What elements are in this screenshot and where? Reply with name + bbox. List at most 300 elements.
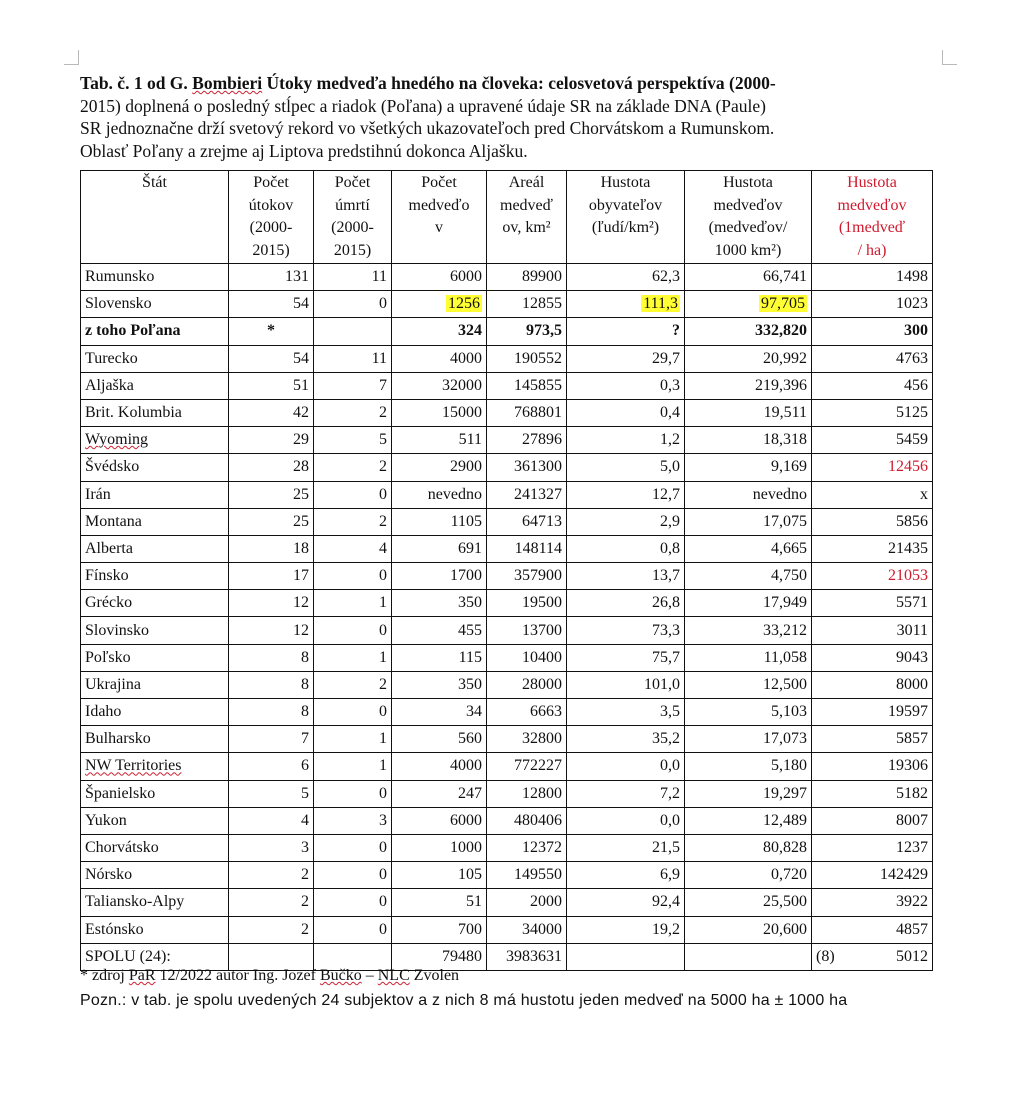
cell-value: Alberta xyxy=(85,539,133,557)
cell-value: Estónsko xyxy=(85,920,144,938)
table-cell xyxy=(567,399,685,426)
table-row xyxy=(81,372,933,399)
table-cell xyxy=(392,318,487,345)
row-label xyxy=(81,454,229,481)
cell-value: 8 xyxy=(301,648,309,666)
cell-value: 19306 xyxy=(888,757,928,775)
cell-value: 2 xyxy=(301,920,309,938)
cell-value: 15000 xyxy=(442,404,482,422)
column-header-line: v xyxy=(435,219,443,236)
caption-line-3: SR jednoznačne drží svetový rekord vo všetkých ukazovateľoch pred Chorvátskom a Rumunskom. xyxy=(80,118,775,138)
cell-value: 0 xyxy=(379,920,387,938)
cell-value: 12,7 xyxy=(652,485,680,503)
column-header-line: medveďov xyxy=(713,196,783,214)
source-note xyxy=(80,967,459,985)
column-header-line: obyvateľov xyxy=(588,196,663,214)
cell-value: 12456 xyxy=(888,458,928,476)
cell-value: 105 xyxy=(458,866,482,884)
cell-value: 7 xyxy=(379,376,387,394)
table-cell xyxy=(487,372,567,399)
table-cell xyxy=(685,699,812,726)
cell-value: 3011 xyxy=(896,621,928,639)
table-cell xyxy=(685,780,812,807)
table-cell xyxy=(314,563,392,590)
table-cell xyxy=(392,508,487,535)
cell-value: Slovensko xyxy=(85,295,152,313)
cell-value: 92,4 xyxy=(652,893,680,911)
table-cell xyxy=(567,372,685,399)
table-cell xyxy=(487,508,567,535)
cell-value: Rumunsko xyxy=(85,268,155,286)
column-header-line: Areál xyxy=(508,174,545,191)
cell-value: 332,820 xyxy=(755,322,807,340)
cell-value: 11,058 xyxy=(763,648,807,666)
table-cell xyxy=(812,780,933,807)
column-header-line: Počet xyxy=(253,174,289,191)
cell-value: 35,2 xyxy=(652,730,680,748)
column-header-line: (1medveď xyxy=(838,219,906,236)
table-cell xyxy=(229,671,314,698)
cell-value: Idaho xyxy=(85,703,122,721)
table-cell xyxy=(229,726,314,753)
table-row xyxy=(81,318,933,345)
cell-value: 0 xyxy=(379,784,387,802)
table-cell xyxy=(314,807,392,834)
table-row xyxy=(81,563,933,590)
cell-value: 1 xyxy=(379,594,387,612)
cell-value: 62,3 xyxy=(652,268,680,286)
table-cell xyxy=(812,753,933,780)
row-label xyxy=(81,780,229,807)
cell-value: x xyxy=(920,485,928,503)
cell-value: 1,2 xyxy=(660,431,680,449)
table-cell xyxy=(392,454,487,481)
row-label xyxy=(81,427,229,454)
cell-value: Ukrajina xyxy=(85,675,141,693)
table-cell xyxy=(229,345,314,372)
cell-value: 12855 xyxy=(522,295,562,313)
table-cell xyxy=(314,590,392,617)
row-label xyxy=(81,508,229,535)
table-cell xyxy=(685,535,812,562)
cell-value: 2 xyxy=(379,458,387,476)
table-cell xyxy=(567,563,685,590)
cell-value: 101,0 xyxy=(644,675,680,693)
cell-value: 0,720 xyxy=(771,866,807,884)
row-label xyxy=(81,834,229,861)
cell-value: 2 xyxy=(379,675,387,693)
cell-value: 20,992 xyxy=(763,349,807,367)
cell-value: 5182 xyxy=(896,784,928,802)
table-cell xyxy=(314,862,392,889)
table-row xyxy=(81,590,933,617)
column-header-line: Hustota xyxy=(847,174,897,191)
row-label xyxy=(81,372,229,399)
table-cell xyxy=(314,644,392,671)
table-cell xyxy=(812,372,933,399)
table-cell xyxy=(812,834,933,861)
cell-value: 34 xyxy=(466,703,482,721)
total-density xyxy=(812,943,933,970)
table-cell xyxy=(685,590,812,617)
cell-value: Španielsko xyxy=(85,784,156,802)
page-corner-mark-left xyxy=(64,50,79,65)
column-header xyxy=(812,171,933,264)
table-cell xyxy=(812,916,933,943)
table-row xyxy=(81,481,933,508)
cell-value: 1105 xyxy=(450,512,482,530)
table-cell xyxy=(487,889,567,916)
cell-value: 5,180 xyxy=(771,757,807,775)
table-cell xyxy=(392,264,487,291)
table-cell xyxy=(567,427,685,454)
cell-value: Bulharsko xyxy=(85,730,151,748)
table-row xyxy=(81,780,933,807)
cell-value: 12 xyxy=(293,594,309,612)
cell-value: 28000 xyxy=(522,675,562,693)
row-label xyxy=(81,644,229,671)
table-cell xyxy=(392,780,487,807)
cell-value: 190552 xyxy=(514,349,562,367)
cell-value: 3,5 xyxy=(660,703,680,721)
cell-value: 11 xyxy=(371,349,387,367)
table-cell xyxy=(487,807,567,834)
table-row xyxy=(81,427,933,454)
table-cell xyxy=(392,427,487,454)
row-label xyxy=(81,807,229,834)
table-row xyxy=(81,862,933,889)
cell-value: 20,600 xyxy=(763,920,807,938)
cell-value: 4763 xyxy=(896,349,928,367)
row-label xyxy=(81,318,229,345)
table-cell xyxy=(392,834,487,861)
cell-value: 11 xyxy=(371,268,387,286)
cell-value: 131 xyxy=(285,268,309,286)
source-org: NLC xyxy=(377,967,410,984)
cell-value: 0 xyxy=(379,893,387,911)
cell-value: Švédsko xyxy=(85,458,140,476)
cell-value: 3 xyxy=(301,839,309,857)
table-cell xyxy=(567,291,685,318)
cell-value: Montana xyxy=(85,512,142,530)
table-cell xyxy=(567,862,685,889)
cell-value: 480406 xyxy=(514,811,562,829)
source-author: Bučko xyxy=(319,967,362,984)
table-cell xyxy=(567,617,685,644)
table-cell xyxy=(812,644,933,671)
column-header-line: 1000 km²) xyxy=(714,241,782,259)
cell-value: 8 xyxy=(301,703,309,721)
table-cell xyxy=(314,508,392,535)
cell-value: 7,2 xyxy=(660,784,680,802)
table-cell xyxy=(685,427,812,454)
cell-value: 25 xyxy=(293,485,309,503)
cell-value: 97,705 xyxy=(761,295,805,313)
cell-value: 4,665 xyxy=(771,539,807,557)
table-cell xyxy=(685,318,812,345)
cell-value: 456 xyxy=(904,376,928,394)
table-cell xyxy=(487,753,567,780)
column-header-line: medveďov xyxy=(837,196,907,214)
table-cell xyxy=(685,617,812,644)
table-cell xyxy=(812,318,933,345)
cell-value: 12800 xyxy=(522,784,562,802)
table-cell xyxy=(314,699,392,726)
cell-value: * xyxy=(267,322,275,340)
table-cell xyxy=(567,535,685,562)
cell-value: 64713 xyxy=(522,512,562,530)
cell-value: 4857 xyxy=(896,920,928,938)
table-cell xyxy=(229,399,314,426)
table-cell xyxy=(392,617,487,644)
table-cell xyxy=(685,399,812,426)
cell-value: 0 xyxy=(379,567,387,585)
table-cell xyxy=(685,726,812,753)
cell-value: 54 xyxy=(293,295,309,313)
table-cell xyxy=(314,481,392,508)
table-cell xyxy=(392,699,487,726)
table-cell xyxy=(567,807,685,834)
cell-value: 2900 xyxy=(450,458,482,476)
table-cell xyxy=(314,372,392,399)
table-cell xyxy=(314,753,392,780)
table-cell xyxy=(567,590,685,617)
table-cell xyxy=(685,372,812,399)
table-cell xyxy=(685,807,812,834)
cell-value: 25,500 xyxy=(763,893,807,911)
cell-value: 32800 xyxy=(522,730,562,748)
cell-value: 768801 xyxy=(514,404,562,422)
row-label xyxy=(81,916,229,943)
cell-value: 25 xyxy=(293,512,309,530)
table-cell xyxy=(487,862,567,889)
cell-value: 19,511 xyxy=(763,404,807,422)
cell-value: 6 xyxy=(301,757,309,775)
table-cell xyxy=(812,889,933,916)
table-cell xyxy=(567,943,685,970)
cell-value: Poľsko xyxy=(85,648,131,666)
table-cell xyxy=(487,454,567,481)
column-header-line: úmrtí xyxy=(335,196,370,214)
table-cell xyxy=(685,264,812,291)
cell-value: 8 xyxy=(301,675,309,693)
table-cell xyxy=(487,671,567,698)
table-cell xyxy=(812,726,933,753)
column-header-line: (ľudí/km²) xyxy=(591,219,660,236)
table-cell xyxy=(229,807,314,834)
source-author-prefix: 12/2022 autor Ing. Jozef xyxy=(155,967,320,984)
table-cell xyxy=(229,291,314,318)
cell-value: 3 xyxy=(379,811,387,829)
table-cell xyxy=(392,535,487,562)
cell-value: 12372 xyxy=(522,839,562,857)
table-cell xyxy=(229,834,314,861)
cell-value: 21,5 xyxy=(652,839,680,857)
cell-value: 6663 xyxy=(530,703,562,721)
cell-value: 700 xyxy=(458,920,482,938)
cell-value: 75,7 xyxy=(652,648,680,666)
table-cell xyxy=(487,644,567,671)
table-cell xyxy=(392,753,487,780)
cell-value: 5,0 xyxy=(660,458,680,476)
cell-value: 17,949 xyxy=(763,594,807,612)
total-bears: 79480 xyxy=(392,943,487,970)
table-cell xyxy=(685,834,812,861)
row-label xyxy=(81,671,229,698)
table-cell xyxy=(392,563,487,590)
table-cell xyxy=(567,753,685,780)
cell-value: 19500 xyxy=(522,594,562,612)
table-cell xyxy=(812,508,933,535)
table-cell xyxy=(487,427,567,454)
cell-value: 560 xyxy=(458,730,482,748)
table-cell xyxy=(229,318,314,345)
cell-value: 54 xyxy=(293,349,309,367)
table-cell xyxy=(685,644,812,671)
cell-value: 18 xyxy=(293,539,309,557)
table-cell xyxy=(567,780,685,807)
table-cell xyxy=(229,590,314,617)
table-cell xyxy=(487,399,567,426)
cell-value: 350 xyxy=(458,594,482,612)
table-cell xyxy=(567,726,685,753)
table-cell xyxy=(812,617,933,644)
cell-value: 17 xyxy=(293,567,309,585)
row-label xyxy=(81,563,229,590)
table-cell xyxy=(567,916,685,943)
column-header-line: Hustota xyxy=(600,174,651,191)
table-cell xyxy=(487,318,567,345)
row-label xyxy=(81,699,229,726)
table-row xyxy=(81,345,933,372)
cell-value: 66,741 xyxy=(763,268,807,286)
row-label xyxy=(81,291,229,318)
source-prefix: * zdroj xyxy=(80,967,129,984)
cell-value: 241327 xyxy=(514,485,562,503)
column-header xyxy=(81,171,229,264)
row-label xyxy=(81,535,229,562)
cell-value: ? xyxy=(672,322,680,340)
total-count: (8) xyxy=(816,947,835,965)
cell-value: 73,3 xyxy=(652,621,680,639)
table-row xyxy=(81,671,933,698)
table-cell xyxy=(567,671,685,698)
table-cell xyxy=(229,264,314,291)
cell-value: 142429 xyxy=(880,866,928,884)
table-cell xyxy=(487,264,567,291)
table-cell xyxy=(487,916,567,943)
table-row xyxy=(81,535,933,562)
caption-line-4: Oblasť Poľany a zrejme aj Liptova predstihnú dokonca Aljašku. xyxy=(80,140,528,161)
table-cell xyxy=(314,291,392,318)
bear-attacks-table xyxy=(80,170,933,971)
cell-value: 324 xyxy=(458,322,482,340)
cell-value: 13,7 xyxy=(652,567,680,585)
cell-value: 18,318 xyxy=(763,431,807,449)
table-row xyxy=(81,291,933,318)
cell-value: 2 xyxy=(379,404,387,422)
table-cell xyxy=(229,535,314,562)
cell-value: 17,075 xyxy=(763,512,807,530)
cell-value: 8007 xyxy=(896,811,928,829)
table-cell xyxy=(685,454,812,481)
cell-value: 1256 xyxy=(448,295,480,313)
total-density-value: 5012 xyxy=(896,947,928,965)
table-cell xyxy=(567,834,685,861)
table-cell xyxy=(487,590,567,617)
row-label xyxy=(81,617,229,644)
cell-value: 4000 xyxy=(450,757,482,775)
table-cell xyxy=(392,372,487,399)
cell-value: 0 xyxy=(379,703,387,721)
column-header xyxy=(685,171,812,264)
table-row xyxy=(81,454,933,481)
cell-value: Taliansko-Alpy xyxy=(85,893,185,911)
table-cell xyxy=(487,291,567,318)
cell-value: 7 xyxy=(301,730,309,748)
table-cell xyxy=(812,345,933,372)
row-label xyxy=(81,726,229,753)
cell-value: 4 xyxy=(301,811,309,829)
row-label xyxy=(81,862,229,889)
cell-value: 8000 xyxy=(896,675,928,693)
table-cell xyxy=(314,345,392,372)
cell-value: Grécko xyxy=(85,594,133,612)
cell-value: 4,750 xyxy=(771,567,807,585)
cell-value: 0 xyxy=(379,485,387,503)
cell-value: 2,9 xyxy=(660,512,680,530)
table-row xyxy=(81,264,933,291)
table-cell xyxy=(487,834,567,861)
cell-value: 13700 xyxy=(522,621,562,639)
total-area: 3983631 xyxy=(487,943,567,970)
cell-value: 1 xyxy=(379,730,387,748)
caption-line-1 xyxy=(80,72,950,95)
cell-value: 361300 xyxy=(514,458,562,476)
cell-value: 5 xyxy=(379,431,387,449)
cell-value: Slovinsko xyxy=(85,621,150,639)
table-cell xyxy=(392,399,487,426)
table-cell xyxy=(685,889,812,916)
page-corner-mark-right xyxy=(942,50,957,65)
cell-value: 32000 xyxy=(442,376,482,394)
cell-value: 19,297 xyxy=(763,784,807,802)
table-cell xyxy=(229,617,314,644)
table-row xyxy=(81,916,933,943)
table-cell xyxy=(229,780,314,807)
cell-value: 6000 xyxy=(450,268,482,286)
cell-value: 12,500 xyxy=(763,675,807,693)
row-label xyxy=(81,481,229,508)
table-cell xyxy=(685,862,812,889)
table-row xyxy=(81,644,933,671)
cell-value: 4 xyxy=(379,539,387,557)
table-body xyxy=(81,264,933,971)
column-header xyxy=(567,171,685,264)
cell-value: 6,9 xyxy=(660,866,680,884)
cell-value: 350 xyxy=(458,675,482,693)
column-header-line: Počet xyxy=(421,174,457,191)
table-cell xyxy=(314,535,392,562)
cell-value: 2 xyxy=(301,866,309,884)
table-cell xyxy=(314,454,392,481)
table-cell xyxy=(567,481,685,508)
cell-value: 511 xyxy=(458,431,482,449)
caption-line-2: 2015) doplnená o posledný stĺpec a riadok (Poľana) a upravené údaje SR na základe DNA (Paule) xyxy=(80,95,766,116)
cell-value: 29 xyxy=(293,431,309,449)
table-cell xyxy=(487,617,567,644)
cell-value: 2 xyxy=(379,512,387,530)
